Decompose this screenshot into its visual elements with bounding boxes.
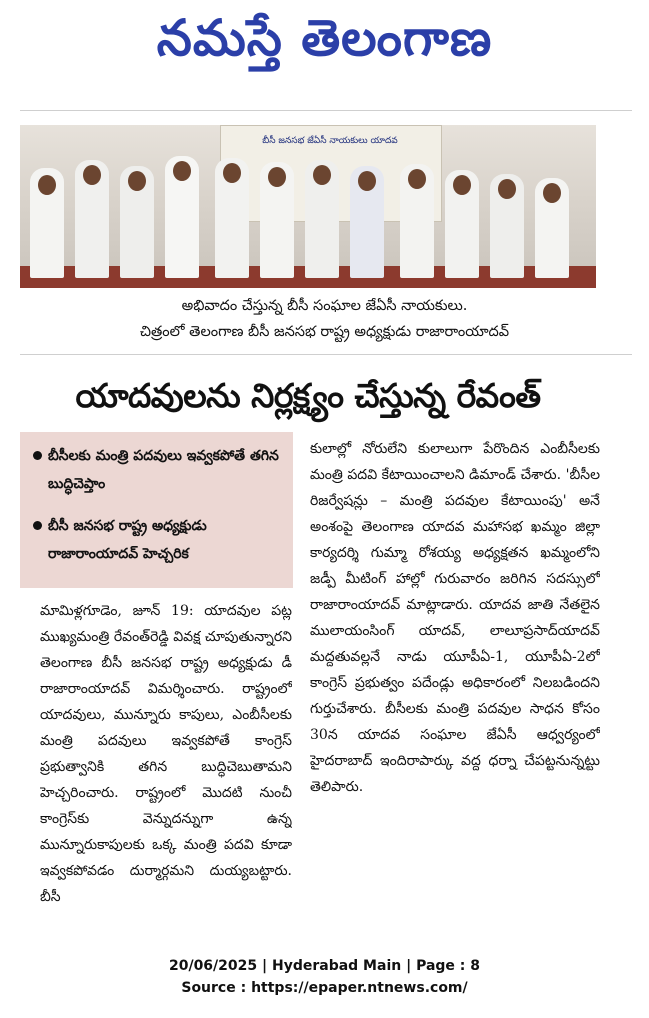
caption-divider	[20, 354, 632, 355]
highlight-box	[20, 432, 293, 588]
article-body-right	[310, 436, 600, 936]
masthead-divider	[20, 110, 632, 111]
masthead-logo: నమస్తే తెలంగాణ	[156, 8, 493, 67]
footer-source: Source : https://epaper.ntnews.com/	[181, 980, 468, 996]
photo-person-head	[453, 175, 471, 195]
article-headline: యాదవులను నిర్లక్ష్యం చేస్తున్న రేవంత్	[75, 376, 541, 415]
highlight-item: బీసీ జనసభ రాష్ట్ర అధ్యక్షుడు రాజారాంయాదవ్ హెచ్చరిక	[34, 512, 290, 568]
body-right-paragraph: కులాల్లో నోరులేని కులాలుగా పేరొందిన ఎంబీసీలకు మంత్రి పదవి కేటాయించాలని డిమాండ్ చేశారు. 'బీసీల రిజర్వేషన్లు – మంత్రి పదవుల కేటాయింపు' అనే అంశంపై తెలంగాణ యాదవ మహాసభ ఖమ్మం జిల్లా కార్యదర్శి గుమ్మా రోశయ్య అధ్యక్షతన ఖమ్మంలోని జడ్పీ మీటింగ్ హాల్లో గురువారం జరిగిన సదస్సులో రాజారాంయాదవ్ మాట్లాడారు. యాదవ జాతి నేతలైన ములాయంసింగ్ యాదవ్, లాలూప్రసాద్‌యాదవ్ మద్దతువల్లనే నాడు యూపీఏ-1, యూపీఏ-2లో కాంగ్రెస్ ప్రభుత్వం పదేండ్లు అధికారంలో నిలబడిందని గుర్తుచేశారు. బీసీలకు మంత్రి పదవుల సాధన కోసం 30న యాదవ సంఘాల జేఏసీ ఆధ్వర్యంలో హైదరాబాద్ ఇందిరాపార్కు వద్ద ధర్నా చేపట్టనున్నట్టు తెలిపారు.	[310, 441, 600, 795]
photo-person-head	[543, 183, 561, 203]
photo-person-head	[358, 171, 376, 191]
body-left-paragraph: మామిళ్లగూడెం, జూన్ 19: యాదవుల పట్ల ముఖ్యమంత్రి రేవంత్‌రెడ్డి వివక్ష చూపుతున్నారని తెలంగాణ బీసీ జనసభ రాష్ట్ర అధ్యక్షుడు డీ రాజారాంయాదవ్ విమర్శించారు. రాష్ట్రంలో యాదవులు, మున్నూరు కాపులు, ఎంబీసీలకు మంత్రి పదవులు ఇవ్వకపోతే కాంగ్రెస్ ప్రభుత్వానికి తగిన బుద్ధిచెబుతామని హెచ్చరించారు. రాష్ట్రంలో మొదటి నుంచీ కాంగ్రెస్‌కు వెన్నుదన్నుగా ఉన్న మున్నూరుకాపులకు ఒక్క మంత్రి పదవి కూడా ఇవ్వకపోవడం దుర్మార్గమని దుయ్యబట్టారు. బీసీ	[40, 603, 292, 905]
photo-person-head	[83, 165, 101, 185]
photo-person-head	[223, 163, 241, 183]
photo-person-head	[498, 179, 516, 199]
photo-caption-line-1: అభివాదం చేస్తున్న బీసీ సంఘాల జేఏసీ నాయకులు.	[181, 298, 468, 314]
bullet-icon	[33, 521, 42, 530]
footer-date-edition: 20/06/2025 | Hyderabad Main | Page : 8	[168, 958, 481, 974]
photo-person-head	[268, 167, 286, 187]
highlight-item: బీసీలకు మంత్రి పదవులు ఇవ్వకపోతే తగిన బుద్ధిచెప్తాం	[34, 442, 290, 498]
photo-person-head	[128, 171, 146, 191]
article-body-left	[40, 598, 292, 936]
photo-banner-text: బీసీ జనసభ జేఏసీ నాయకులు యాదవ	[262, 136, 398, 146]
photo-person-head	[173, 161, 191, 181]
bullet-icon	[33, 451, 42, 460]
photo-person-head	[38, 175, 56, 195]
photo-person-head	[313, 165, 331, 185]
photo-caption-line-2: చిత్రంలో తెలంగాణ బీసీ జనసభ రాష్ట్ర అధ్యక్షుడు రాజారాంయాదవ్	[139, 324, 510, 340]
news-photo	[20, 125, 596, 288]
photo-person-head	[408, 169, 426, 189]
